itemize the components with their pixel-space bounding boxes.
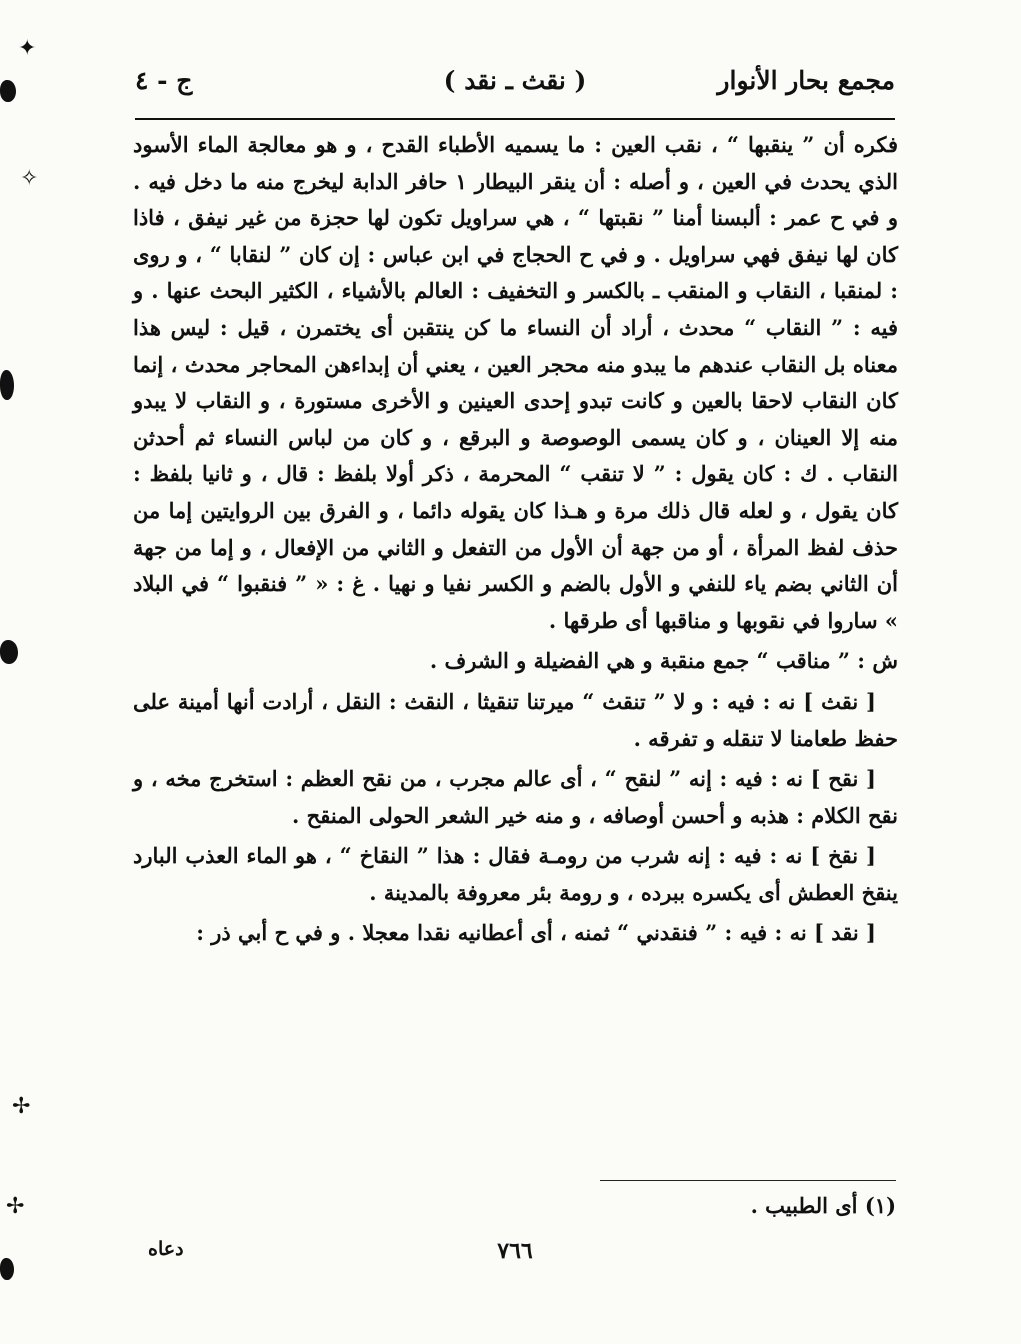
paragraph-manaqib: ش : ” مناقب “ جمع منقبة و هي الفضيلة و الشرف . [429, 648, 898, 674]
footnote-rule [600, 1180, 896, 1181]
margin-mark-icon: ✦ [18, 36, 37, 61]
margin-mark-icon: ✢ [12, 1094, 31, 1119]
printer-signature: دعاه [148, 1238, 184, 1260]
scan-blot-icon [0, 80, 16, 102]
entry-naqkh: [ نقخ ] نه : فيه : إنه شرب من رومـة فقال : هذا ” النقاخ “ ، هو الماء العذب البارد ينقخ العطش أى يكسره ببرده ، و رومة بئر معروفة بالمدينة . [133, 843, 898, 905]
margin-mark-icon: ✧ [20, 166, 39, 191]
scan-blot-icon [0, 1258, 14, 1280]
page-number: ٧٦٦ [497, 1238, 533, 1264]
entry-naqth: [ نقث ] نه : فيه : و لا ” تنقث “ ميرتنا تنقيثا ، النقث : النقل ، أرادت أنها أمينة على حفظ طعامنا لا تنقله و تفرقه . [133, 688, 898, 751]
volume-number: ج - ٤ [135, 66, 193, 95]
entry-naqd: [ نقد ] نه : فيه : ” فنقدني “ ثمنه ، أى أعطانيه نقدا معجلا . و في ح أبي ذر : [196, 920, 876, 946]
entry-naqh: [ نقح ] نه : فيه : إنه ” لنقح “ ، أى عالم مجرب ، من نقح العظم : استخرج مخه ، و نقح الكلام : هذبه و أحسن أوصافه ، و منه خير الشعر الحولى المنقح . [133, 766, 898, 828]
margin-mark-icon: ✢ [6, 1194, 25, 1219]
scan-blot-icon [0, 640, 18, 664]
main-text [133, 127, 898, 952]
section-heading: ( نقث ـ نقد ) [443, 66, 587, 95]
paragraph-naqb: فكره أن ” ينقبها “ ، نقب العين : ما يسميه الأطباء القدح ، و هو معالجة الماء الأسود الذي يحدث في العين ، و أصله : أن ينقر البيطار ١ حافر الدابة ليخرج منه ما دخل فيه . و في ح عمر : ألبسنا أمنا ” نقبتها “ ، هي سراويل تكون لها حجزة من غير نيفق ، فاذا كان لها نيفق فهي سراويل . و في ح الحجاج في ابن عباس : إن كان ” لنقابا “ ، و روى : لمنقبا ، النقاب و المنقب ـ بالكسر و التخفيف : العالم بالأشياء ، الكثير البحث عنها . و فيه : ” النقاب “ محدث ، أراد أن النساء ما كن ينتقبن أى يختمرن ، قيل : ليس هذا معناه بل النقاب عندهم ما يبدو منه محجر العين ، يعني أن إبداءهن المحاجر محدث ، إنما كان النقاب لاحقا بالعين و كانت تبدو إحدى العينين و الأخرى مستورة ، و النقاب لا يبدو منه إلا العينان ، و كان يسمى الوصوصة و البرقع ، و كان من لباس النساء ثم أحدثن النقاب . ك : كان يقول : ” لا تنقب “ المحرمة ، ذكر أولا بلفظ : قال ، و ثانيا بلفظ : كان يقول ، و لعله قال ذلك مرة و هـذا كان يقوله دائما ، و الفرق بين الروايتين إما من حذف لفظ المرأة ، أو من جهة أن الأول من التفعل و الثاني من الإفعال ، و إما من جهة أن الثاني بضم ياء للنفي و الأول بالضم و الكسر نفيا و نهيا . غ : « ” فنقبوا “ في البلاد » ساروا في نقوبها و مناقبها أى طرقها . [133, 132, 899, 633]
scan-blot-icon [0, 370, 14, 400]
running-header [135, 62, 895, 106]
footnote: (١) أى الطبيب . [750, 1193, 896, 1218]
header-rule [135, 118, 895, 120]
book-title: مجمع بحار الأنوار [717, 66, 895, 95]
